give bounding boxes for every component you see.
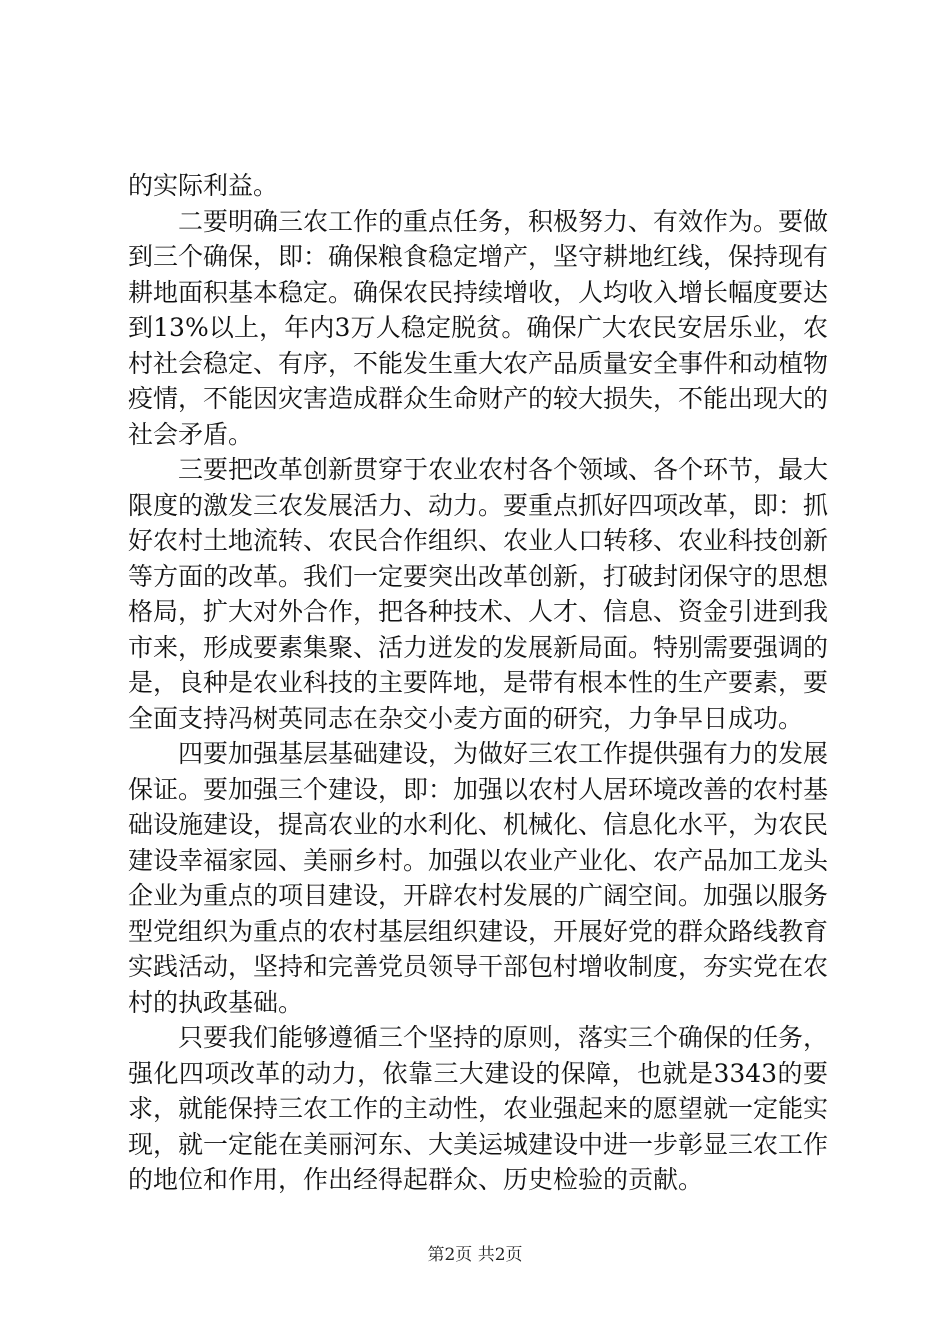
paragraph-three: 三要把改革创新贯穿于农业农村各个领域、各个环节，最大限度的激发三农发展活力、动力。要重点抓好四项改革，即：抓好农村土地流转、农民合作组织、农业人口转移、农业科技创新等方面的改革。我们一定要突出改革创新，打破封闭保守的思想格局，扩大对外合作，把各种技术、人才、信息、资金引进到我市来，形成要素集聚、活力迸发的发展新局面。特别需要强调的是，良种是农业科技的主要阵地，是带有根本性的生产要素，要全面支持冯树英同志在杂交小麦方面的研究，力争早日成功。 (128, 455, 829, 733)
document-body (128, 168, 828, 1198)
paragraph-conclusion: 只要我们能够遵循三个坚持的原则，落实三个确保的任务，强化四项改革的动力，依靠三大建设的保障，也就是3343的要求，就能保持三农工作的主动性，农业强起来的愿望就一定能实现，就一定能在美丽河东、大美运城建设中进一步彰显三农工作的地位和作用，作出经得起群众、历史检验的贡献。 (128, 1023, 829, 1194)
paragraph-two: 二要明确三农工作的重点任务，积极努力、有效作为。要做到三个确保，即：确保粮食稳定增产，坚守耕地红线，保持现有耕地面积基本稳定。确保农民持续增收，人均收入增长幅度要达到13%以上，年内3万人稳定脱贫。确保广大农民安居乐业，农村社会稳定、有序，不能发生重大农产品质量安全事件和动植物疫情，不能因灾害造成群众生命财产的较大损失，不能出现大的社会矛盾。 (128, 206, 829, 449)
page-footer: 第2页 共2页 (427, 1245, 523, 1265)
paragraph-continuation: 的实际利益。 (128, 171, 279, 200)
paragraph-four: 四要加强基层基础建设，为做好三农工作提供强有力的发展保证。要加强三个建设，即：加强以农村人居环境改善的农村基础设施建设，提高农业的水利化、机械化、信息化水平，为农民建设幸福家园、美丽乡村。加强以农业产业化、农产品加工龙头企业为重点的项目建设，开辟农村发展的广阔空间。加强以服务型党组织为重点的农村基层组织建设，开展好党的群众路线教育实践活动，坚持和完善党员领导干部包村增收制度，夯实党在农村的执政基础。 (128, 739, 829, 1017)
